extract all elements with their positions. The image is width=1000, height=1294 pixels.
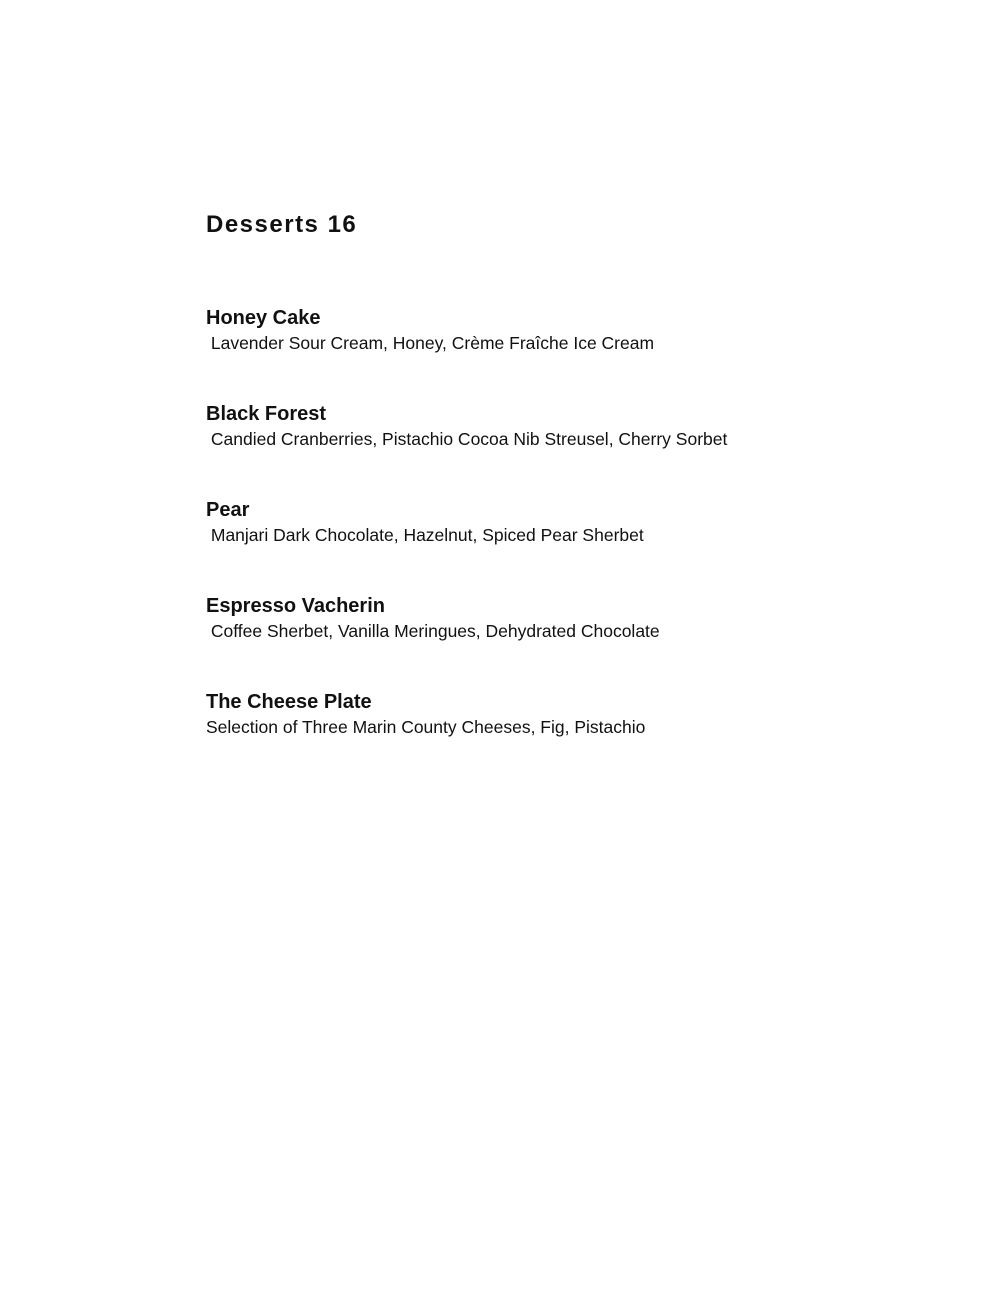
item-description: Coffee Sherbet, Vanilla Meringues, Dehydrated Chocolate (206, 621, 660, 641)
menu-item-cheese-plate (206, 690, 906, 786)
item-name: Pear (206, 499, 250, 521)
menu-title: Desserts 16 (206, 211, 358, 238)
item-description: Selection of Three Marin County Cheeses, Fig, Pistachio (206, 717, 646, 737)
item-description: Lavender Sour Cream, Honey, Crème Fraîche Ice Cream (206, 333, 655, 353)
item-description: Manjari Dark Chocolate, Hazelnut, Spiced Pear Sherbet (206, 525, 644, 545)
menu-item-black-forest (206, 402, 906, 498)
menu-list (206, 306, 906, 786)
menu-item-espresso-vacherin (206, 594, 906, 690)
item-name: Black Forest (206, 403, 327, 425)
item-name: Honey Cake (206, 307, 321, 329)
item-name: Espresso Vacherin (206, 595, 385, 617)
item-name: The Cheese Plate (206, 691, 372, 713)
menu-item-honey-cake (206, 306, 906, 402)
menu-item-pear (206, 498, 906, 594)
item-description: Candied Cranberries, Pistachio Cocoa Nib Streusel, Cherry Sorbet (206, 429, 728, 449)
dessert-menu (206, 208, 906, 786)
